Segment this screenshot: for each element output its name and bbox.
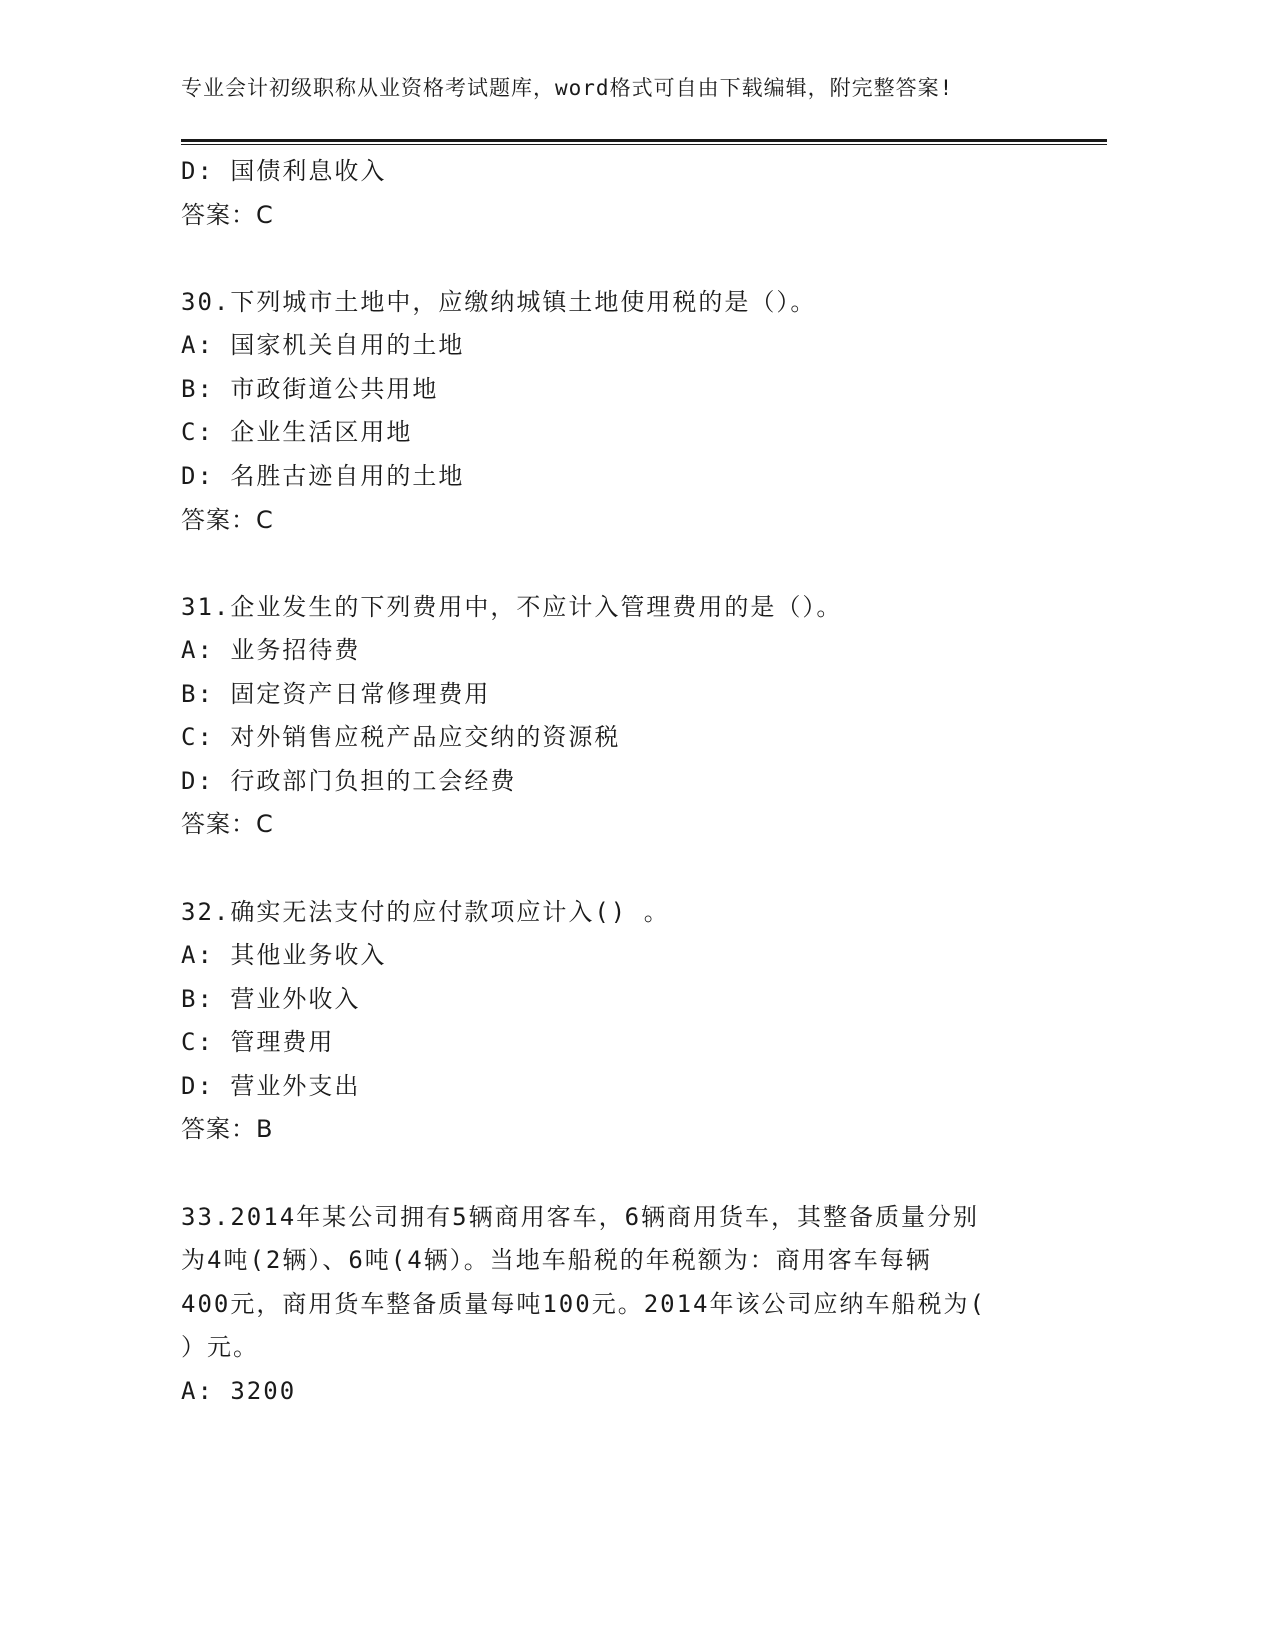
question-33-stem-line-1: 33.2014年某公司拥有5辆商用客车，6辆商用货车，其整备质量分别	[181, 1203, 980, 1231]
question-32-answer: 答案：B	[181, 1115, 274, 1143]
question-30-option-d: D: 名胜古迹自用的土地	[181, 462, 465, 490]
question-32-option-c: C: 管理费用	[181, 1028, 335, 1056]
question-31-option-d: D: 行政部门负担的工会经费	[181, 767, 517, 795]
answer: 答案：C	[181, 201, 274, 229]
question-31-option-c: C: 对外销售应税产品应交纳的资源税	[181, 723, 621, 751]
question-31-stem: 31.企业发生的下列费用中，不应计入管理费用的是（）。	[181, 593, 843, 621]
option-d: D: 国债利息收入	[181, 157, 387, 185]
question-31-option-a: A: 业务招待费	[181, 636, 361, 664]
question-32-option-d: D: 营业外支出	[181, 1072, 361, 1100]
question-30-option-c: C: 企业生活区用地	[181, 418, 413, 446]
question-33-option-a: A: 3200	[181, 1377, 297, 1405]
question-30-option-b: B: 市政街道公共用地	[181, 375, 439, 403]
question-33-stem-line-3: 400元，商用货车整备质量每吨100元。2014年该公司应纳车船税为(	[181, 1290, 986, 1318]
question-32-stem: 32.确实无法支付的应付款项应计入() 。	[181, 898, 670, 926]
question-31-option-b: B: 固定资产日常修理费用	[181, 680, 491, 708]
header-divider	[181, 139, 1107, 145]
question-32-option-b: B: 营业外收入	[181, 985, 361, 1013]
question-33-stem-line-2: 为4吨(2辆）、6吨(4辆）。当地车船税的年税额为：商用客车每辆	[181, 1246, 932, 1274]
question-30-option-a: A: 国家机关自用的土地	[181, 331, 465, 359]
question-30-answer: 答案：C	[181, 506, 274, 534]
question-31-answer: 答案：C	[181, 810, 274, 838]
question-32-option-a: A: 其他业务收入	[181, 941, 387, 969]
question-33-stem-line-4: ）元。	[181, 1333, 259, 1361]
question-30-stem: 30.下列城市土地中，应缴纳城镇土地使用税的是（）。	[181, 288, 817, 316]
page-header: 专业会计初级职称从业资格考试题库，word格式可自由下载编辑，附完整答案!	[181, 76, 954, 100]
